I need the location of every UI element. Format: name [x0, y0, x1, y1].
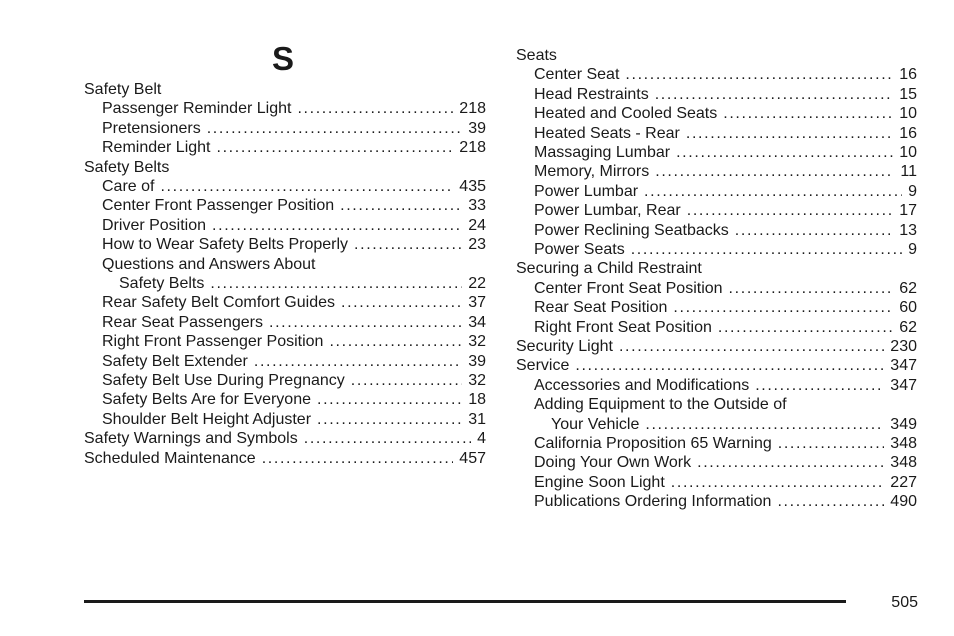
dot-leader: [729, 279, 894, 299]
dot-leader: [317, 390, 462, 410]
index-entry: [516, 143, 917, 163]
entry-page-number: 62: [899, 279, 917, 297]
index-entry: [84, 138, 486, 158]
entry-label: Safety Belt Extender: [102, 352, 248, 370]
index-entry: [516, 395, 917, 415]
entry-label: Accessories and Modifications: [534, 376, 750, 394]
entry-page-number: 218: [459, 100, 486, 118]
dot-leader: [317, 410, 462, 430]
entry-label: Center Front Seat Position: [534, 279, 723, 297]
index-entry: [84, 352, 486, 372]
dot-leader: [341, 293, 462, 313]
entry-page-number: 37: [468, 294, 486, 312]
entry-label: Safety Belts Are for Everyone: [102, 391, 311, 409]
entry-label: Power Lumbar: [534, 182, 639, 200]
index-entry: [516, 259, 917, 279]
entry-label: Safety Belt Use During Pregnancy: [102, 372, 345, 389]
dot-leader: [671, 473, 885, 493]
entry-label: Right Front Passenger Position: [102, 333, 324, 351]
entry-label: Engine Soon Light: [534, 473, 665, 491]
entry-label: Safety Belt: [84, 81, 162, 98]
dot-leader: [755, 376, 884, 396]
dot-leader: [723, 104, 893, 124]
dot-leader: [676, 143, 893, 163]
dot-leader: [735, 221, 893, 241]
index-entry: [84, 410, 486, 430]
entry-page-number: 230: [890, 338, 917, 355]
entry-label: Pretensioners: [102, 119, 201, 137]
index-entry: [84, 293, 486, 313]
dot-leader: [673, 298, 893, 318]
entry-label: Center Front Passenger Position: [102, 197, 335, 215]
index-entry: [516, 453, 917, 473]
entry-label: Center Seat: [534, 66, 620, 84]
entry-label: Right Front Seat Position: [534, 318, 712, 336]
entry-label: Massaging Lumbar: [534, 144, 671, 161]
entry-page-number: 10: [899, 144, 917, 161]
index-entry: [516, 337, 917, 357]
dot-leader: [777, 492, 884, 512]
dot-leader: [269, 313, 462, 333]
entry-page-number: 457: [459, 449, 486, 467]
entry-label: Security Light: [516, 338, 613, 355]
entry-page-number: 490: [890, 493, 917, 511]
index-entry: [516, 376, 917, 396]
dot-leader: [262, 449, 454, 469]
dot-leader: [212, 216, 462, 236]
entry-label: Rear Seat Passengers: [102, 313, 263, 331]
entry-page-number: 31: [468, 410, 486, 428]
dot-leader: [655, 85, 893, 105]
index-letter-heading: S: [272, 40, 295, 77]
entry-label: Service: [516, 357, 570, 375]
entry-label: Questions and Answers About: [102, 255, 316, 273]
index-entry: [516, 65, 917, 85]
index-entry: [84, 99, 486, 119]
entry-page-number: 34: [468, 313, 486, 331]
entry-page-number: 33: [468, 197, 486, 215]
entry-label: Safety Belts: [84, 158, 170, 176]
entry-page-number: 218: [459, 139, 486, 157]
dot-leader: [645, 415, 884, 435]
entry-page-number: 18: [468, 391, 486, 409]
entry-label: Driver Position: [102, 216, 207, 234]
dot-leader: [329, 332, 462, 352]
entry-page-number: 23: [468, 236, 486, 254]
entry-label: Doing Your Own Work: [534, 454, 692, 472]
entry-page-number: 24: [468, 216, 486, 234]
entry-page-number: 62: [899, 318, 917, 336]
index-entry: [516, 298, 917, 318]
entry-label: Care of: [102, 178, 155, 195]
entry-label: Memory, Mirrors: [534, 163, 650, 181]
dot-leader: [686, 124, 893, 144]
entry-page-number: 60: [899, 299, 917, 317]
entry-label: How to Wear Safety Belts Properly: [102, 236, 349, 254]
entry-page-number: 11: [900, 163, 917, 181]
index-entry: [516, 473, 917, 493]
entry-page-number: 347: [890, 357, 917, 375]
footer-rule: [84, 600, 846, 603]
index-entry: [516, 318, 917, 338]
entry-label: Power Seats: [534, 241, 625, 258]
entry-label: Scheduled Maintenance: [84, 449, 256, 467]
index-entry: [84, 235, 486, 255]
entry-page-number: 349: [890, 415, 917, 433]
entry-page-number: 22: [468, 275, 486, 292]
index-entry: [84, 196, 486, 216]
entry-label: Heated and Cooled Seats: [534, 105, 718, 123]
entry-page-number: 39: [468, 352, 486, 370]
entry-page-number: 13: [899, 221, 917, 239]
dot-leader: [354, 235, 462, 255]
dot-leader: [297, 99, 453, 119]
entry-label: Power Reclining Seatbacks: [534, 221, 729, 239]
dot-leader: [687, 201, 893, 221]
entry-page-number: 17: [899, 202, 917, 220]
dot-leader: [217, 138, 454, 158]
index-entry: [84, 313, 486, 333]
entry-page-number: 227: [890, 473, 917, 491]
dot-leader: [351, 371, 462, 391]
index-entry: [84, 255, 486, 275]
index-entry: [84, 216, 486, 236]
index-entry: [84, 119, 486, 139]
dot-leader: [778, 434, 885, 454]
entry-label: Publications Ordering Information: [534, 493, 772, 511]
entry-page-number: 32: [468, 333, 486, 351]
dot-leader: [625, 65, 893, 85]
dot-leader: [254, 352, 462, 372]
entry-label: Securing a Child Restraint: [516, 260, 702, 278]
entry-label: Rear Seat Position: [534, 299, 668, 317]
dot-leader: [631, 240, 902, 260]
entry-page-number: 9: [908, 182, 917, 200]
index-entry: [516, 356, 917, 376]
index-entry: [516, 492, 917, 512]
entry-page-number: 39: [468, 119, 486, 137]
index-entry: [84, 80, 486, 100]
entry-page-number: 435: [459, 178, 486, 195]
dot-leader: [644, 182, 902, 202]
entry-label: Your Vehicle: [551, 415, 640, 433]
index-entry: [516, 240, 917, 260]
entry-label: Reminder Light: [102, 139, 211, 157]
page-number: 505: [891, 594, 918, 611]
dot-leader: [718, 318, 893, 338]
dot-leader: [210, 274, 462, 294]
entry-label: California Proposition 65 Warning: [534, 435, 772, 452]
index-entry: [516, 46, 917, 66]
entry-page-number: 348: [890, 454, 917, 472]
index-entry: [516, 162, 917, 182]
dot-leader: [304, 429, 471, 449]
index-entry: [84, 158, 486, 178]
dot-leader: [340, 196, 462, 216]
entry-page-number: 16: [899, 66, 917, 84]
entry-label: Power Lumbar, Rear: [534, 202, 681, 220]
index-entry: [516, 201, 917, 221]
dot-leader: [655, 162, 894, 182]
entry-page-number: 4: [477, 430, 486, 448]
entry-page-number: 348: [890, 435, 917, 452]
entry-label: Head Restraints: [534, 85, 649, 103]
entry-label: Safety Belts: [119, 275, 205, 292]
dot-leader: [619, 337, 884, 357]
entry-label: Adding Equipment to the Outside of: [534, 396, 787, 414]
index-entry: [84, 449, 486, 469]
index-entry: [84, 390, 486, 410]
dot-leader: [160, 177, 453, 197]
dot-leader: [575, 356, 884, 376]
dot-leader: [207, 119, 462, 139]
index-entry: [516, 104, 917, 124]
entry-page-number: 32: [468, 372, 486, 389]
entry-label: Rear Safety Belt Comfort Guides: [102, 294, 335, 312]
index-entry: [84, 371, 486, 391]
index-entry: [84, 429, 486, 449]
index-entry: [84, 332, 486, 352]
entry-page-number: 15: [899, 85, 917, 103]
dot-leader: [697, 453, 884, 473]
index-entry: [84, 274, 486, 294]
index-entry: [516, 182, 917, 202]
entry-page-number: 10: [899, 105, 917, 123]
entry-page-number: 347: [890, 376, 917, 394]
index-entry: [516, 221, 917, 241]
entry-label: Heated Seats - Rear: [534, 124, 680, 142]
index-entry: [516, 434, 917, 454]
index-entry: [84, 177, 486, 197]
entry-page-number: 9: [908, 241, 917, 258]
index-entry: [516, 415, 917, 435]
index-entry: [516, 124, 917, 144]
index-entry: [516, 279, 917, 299]
entry-label: Seats: [516, 47, 557, 64]
entry-label: Safety Warnings and Symbols: [84, 430, 298, 448]
entry-label: Passenger Reminder Light: [102, 100, 292, 118]
index-entry: [516, 85, 917, 105]
entry-page-number: 16: [899, 124, 917, 142]
entry-label: Shoulder Belt Height Adjuster: [102, 410, 312, 428]
